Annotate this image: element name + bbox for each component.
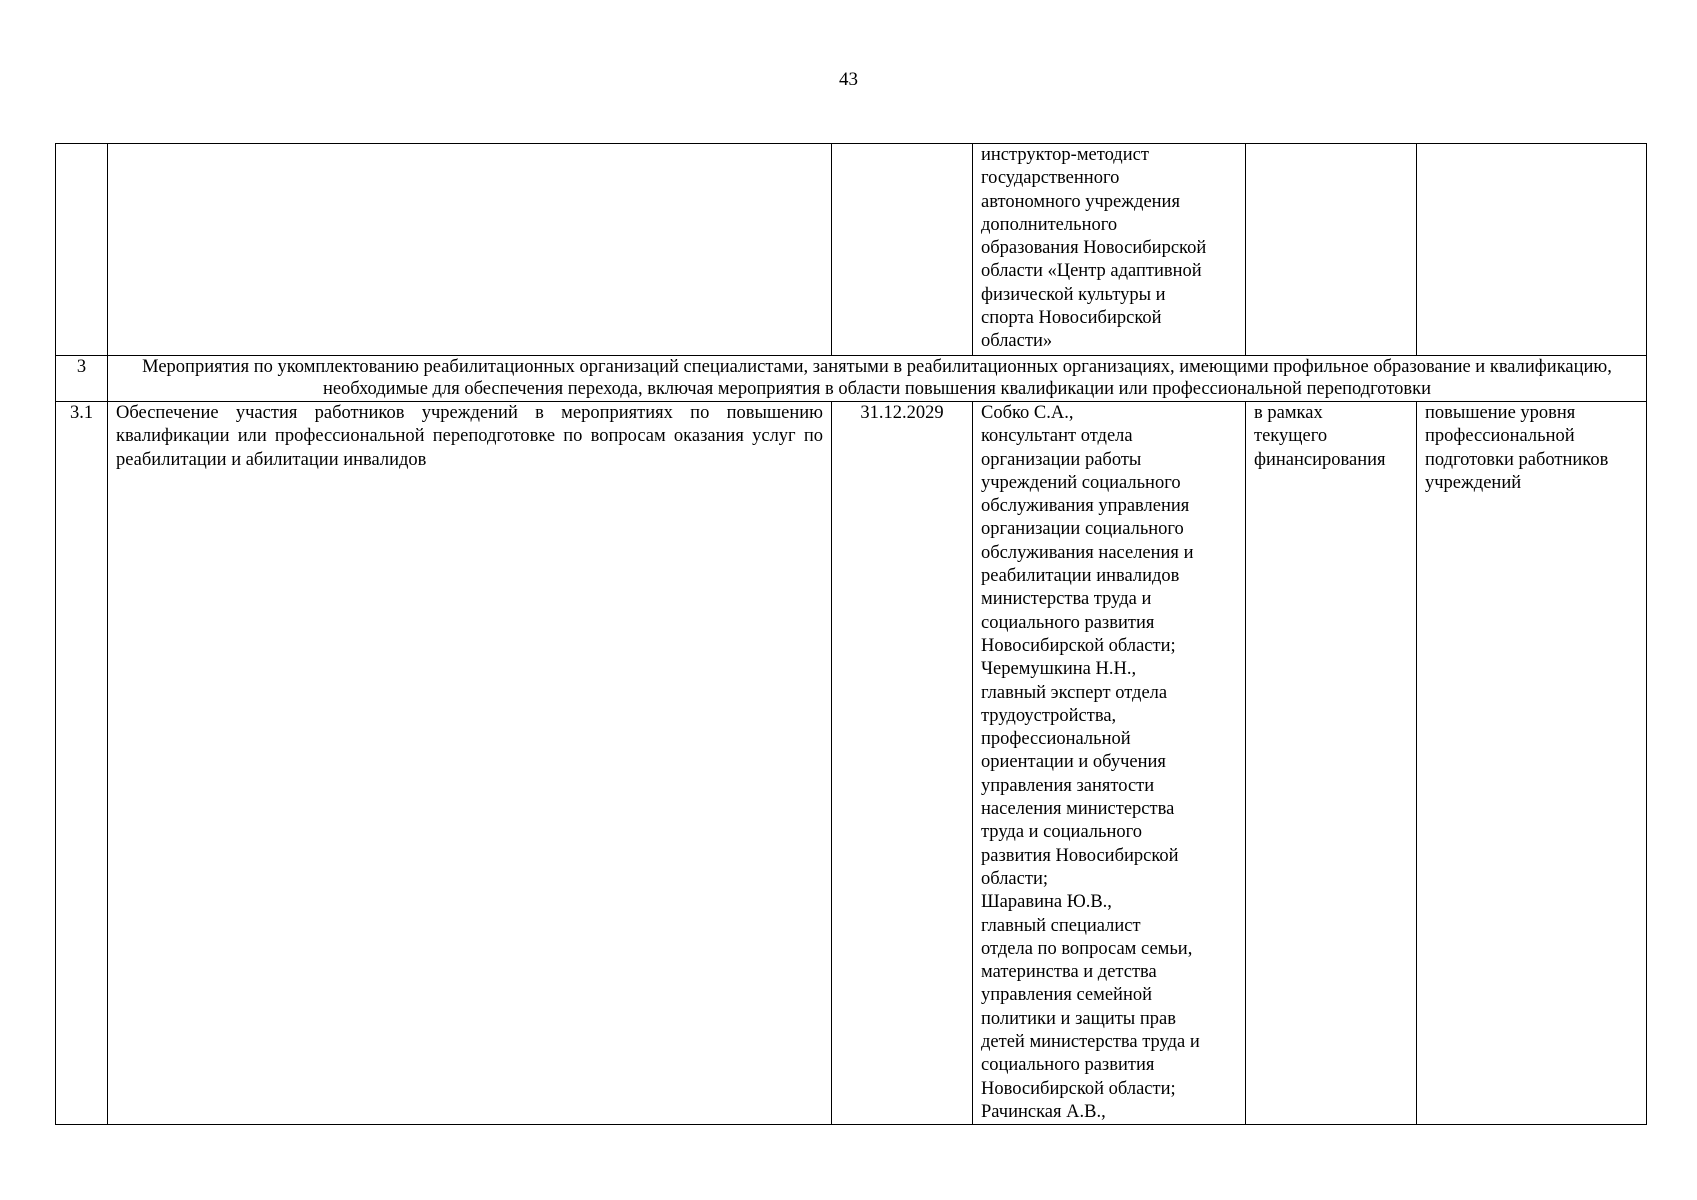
result-line: учреждений	[1425, 472, 1522, 493]
result-line: профессиональной	[1425, 426, 1575, 447]
responsible-line: инструктор-методист	[981, 145, 1149, 165]
table-row-continuation	[56, 144, 1647, 356]
item-description: Обеспечение участия работников учреждений в мероприятиях по повышению квалификации или профессиональной переподготовке по вопросам оказания услуг по реабилитации и абилитации инвалидов	[108, 402, 832, 1125]
responsible-line: автономного учреждения	[981, 191, 1180, 212]
table-row-item	[56, 402, 1647, 1125]
cell-financing	[1246, 144, 1417, 356]
responsible-line: области;	[981, 868, 1048, 889]
responsible-line: политики и защиты прав	[981, 1008, 1176, 1029]
page-number: 43	[839, 69, 858, 90]
financing-line: финансирования	[1254, 449, 1386, 470]
responsible-line: главный эксперт отдела	[981, 682, 1168, 703]
financing-line: текущего	[1254, 426, 1328, 447]
result-line: повышение уровня	[1425, 403, 1576, 423]
responsible-line: социального развития	[981, 612, 1155, 633]
responsible-line: министерства труда и	[981, 589, 1152, 610]
responsible-line: обслуживания управления	[981, 496, 1190, 517]
responsible-line: обслуживания населения и	[981, 542, 1194, 563]
responsible-line: Собко С.А.,	[981, 403, 1074, 423]
item-responsible	[973, 402, 1246, 1125]
responsible-line: главный специалист	[981, 915, 1141, 936]
measures-table	[55, 143, 1647, 1125]
responsible-line: детей министерства труда и	[981, 1032, 1200, 1053]
responsible-line: ориентации и обучения	[981, 752, 1166, 773]
responsible-line: Новосибирской области;	[981, 635, 1176, 656]
responsible-line: Шаравина Ю.В.,	[981, 892, 1112, 913]
item-financing	[1246, 402, 1417, 1125]
financing-line: в рамках	[1254, 403, 1323, 423]
responsible-line: спорта Новосибирской	[981, 308, 1162, 329]
responsible-line: области»	[981, 331, 1053, 352]
responsible-line: профессиональной	[981, 729, 1131, 750]
responsible-line: организации социального	[981, 519, 1184, 540]
responsible-line: Рачинская А.В.,	[981, 1101, 1106, 1122]
table-row-section	[56, 356, 1647, 402]
responsible-line: развития Новосибирской	[981, 845, 1179, 866]
cell-responsible	[973, 144, 1246, 356]
responsible-line: физической культуры и	[981, 284, 1166, 305]
item-number: 3.1	[56, 402, 108, 1125]
responsible-line: реабилитации инвалидов	[981, 566, 1180, 587]
responsible-line: населения министерства	[981, 799, 1175, 820]
responsible-line: Новосибирской области;	[981, 1078, 1176, 1099]
cell-description	[108, 144, 832, 356]
cell-number	[56, 144, 108, 356]
responsible-line: управления занятости	[981, 775, 1155, 796]
responsible-line: области «Центр адаптивной	[981, 261, 1202, 282]
responsible-line: Черемушкина Н.Н.,	[981, 659, 1137, 680]
result-line: подготовки работников	[1425, 449, 1609, 470]
responsible-line: дополнительного	[981, 214, 1118, 235]
responsible-line: трудоустройства,	[981, 705, 1117, 726]
section-number: 3	[56, 356, 108, 402]
responsible-line: материнства и детства	[981, 962, 1157, 983]
responsible-line: образования Новосибирской	[981, 238, 1207, 259]
responsible-line: управления семейной	[981, 985, 1152, 1006]
responsible-line: консультант отдела	[981, 426, 1133, 447]
responsible-line: отдела по вопросам семьи,	[981, 938, 1193, 959]
cell-result	[1417, 144, 1647, 356]
responsible-line: государственного	[981, 168, 1120, 189]
section-title: Мероприятия по укомплектованию реабилитационных организаций специалистами, занятыми в реабилитационных организациях, имеющими профильное образование и квалификацию, необходимые для обеспечения перехода, включая мероприятия в области повышения квалификации или профессиональной переподготовки	[108, 356, 1647, 402]
responsible-line: организации работы	[981, 449, 1142, 470]
cell-deadline	[832, 144, 973, 356]
item-deadline: 31.12.2029	[832, 402, 973, 1125]
item-result	[1417, 402, 1647, 1125]
responsible-line: труда и социального	[981, 822, 1143, 843]
responsible-line: социального развития	[981, 1055, 1155, 1076]
responsible-line: учреждений социального	[981, 472, 1181, 493]
